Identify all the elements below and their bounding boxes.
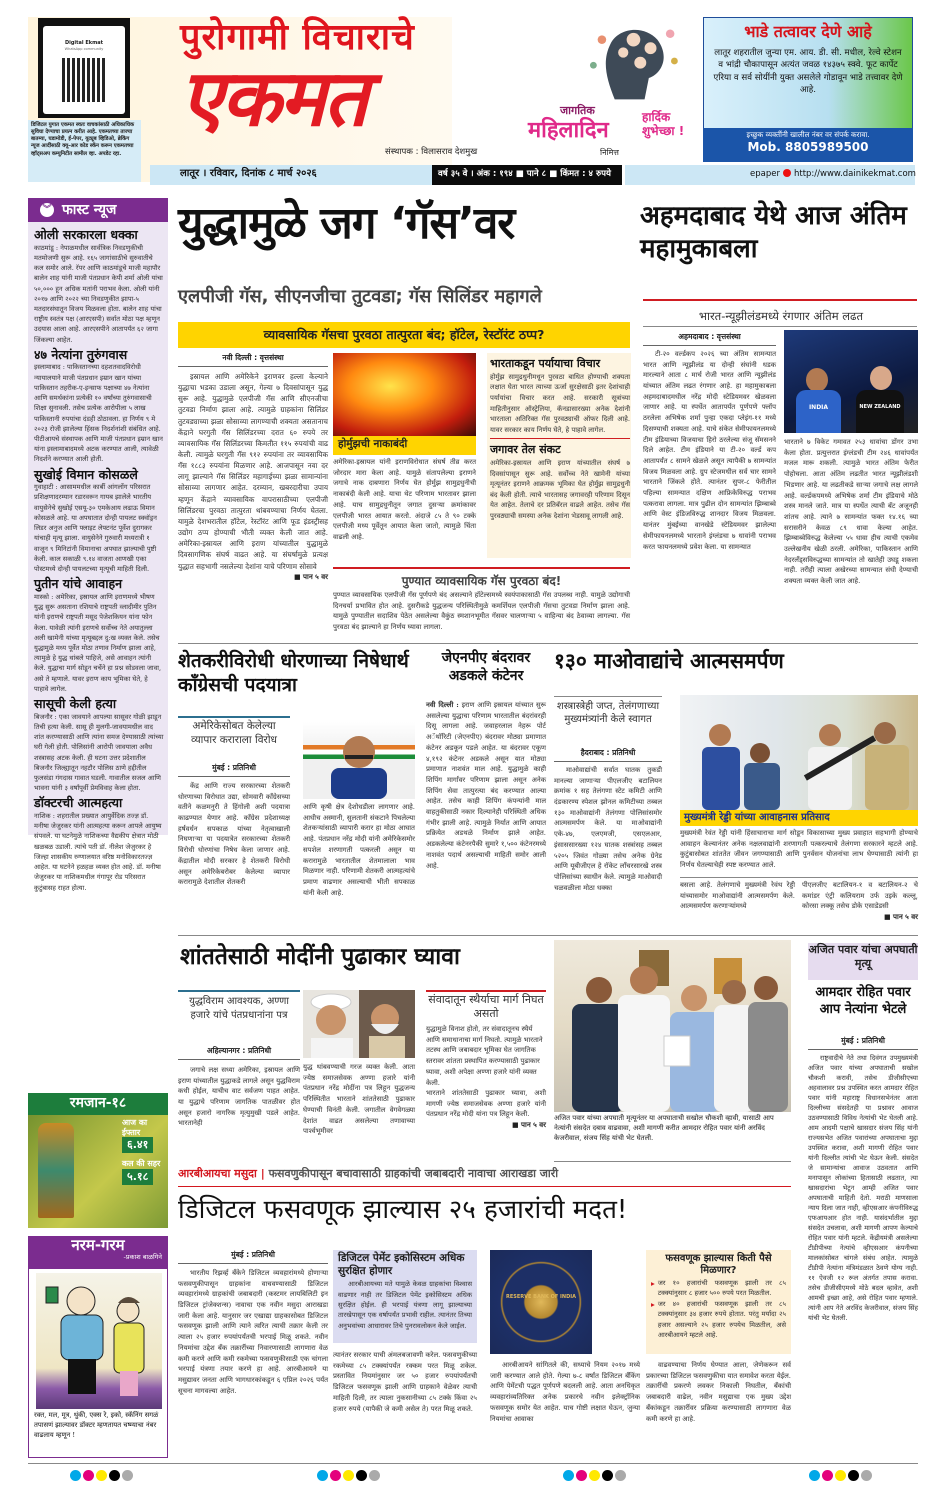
news-body: गुवाहाटी : आसाममधील कार्बी आंगलोंग परिसरात प्रशिक्षणादरम्यान रडारवरून गायब झालेले भारतीय वायुसेनेचे सुखोई एसयू-३० एमकेआय लढाऊ विमान कोसळले आहे. या अपघातात दोन्ही पायलट स्क्वॉड्रन लिडर अनुज आणि फ्लाइट लेफ्टनंट पूर्वेश दुरागकर यांचाही मृत्यू झाला. वायुसेनेने गुरुवारी मध्यरात्री १ वाजून ९ मिनिटांनी विमानाचा अपघात झाल्याची पुष्टी केली. काल सकाळी ९.१४ वाजता आणखी एका पोस्टमध्ये दोन्ही पायलटच्या मृत्यूची माहिती दिली. — [34, 483, 157, 573]
cyan-dot — [563, 1470, 574, 1481]
registration-marks — [563, 1470, 626, 1481]
cartoon-title: नरम-गरम — [71, 1236, 125, 1254]
jersey-text: NEW ZEALAND — [859, 404, 901, 410]
pawar-kicker: अजित पवार यांचा अपघाती मृत्यू — [808, 943, 918, 980]
box-body: होर्मुझ सामुद्रधुनीमधून पुरवठा बाधित होण्याची शक्यता लक्षात घेता भारत त्याच्या ऊर्जा सुरक्षेसाठी इतर देशांचाही पर्यायांचा विचार करत आहे. सरकारी सूत्रांच्या माहितीनुसार ऑस्ट्रेलिया, कॅनडासारख्या अनेक देशांनी भारताला अतिरिक्त गॅस पुरवठ्याची ऑफर दिली आहे. यावर सरकार काय निर्णय घेते, हे पाहावे लागेल. — [490, 372, 630, 434]
digital-payment-box — [333, 1250, 477, 1343]
quote-title: संवादातून स्थैर्याचा मार्ग निघत असतो — [428, 993, 544, 1021]
maoist-body-final — [802, 880, 918, 922]
maoist-subheadline: शस्त्रास्त्रेही जप्त, तेलंगणाच्या मुख्यमंत्र्यांनी केले स्वागत — [556, 701, 660, 725]
gray-dot — [122, 1470, 133, 1481]
sehri-label: कल की सहर — [122, 1159, 161, 1169]
politician-photo — [303, 722, 415, 799]
rbi-byline: मुंबई : प्रतिनिधी — [178, 1250, 328, 1264]
india-jersey — [796, 390, 841, 433]
news-body: मास्को : अमेरिका, इस्रायल आणि इराणमध्ये भीषण युद्ध सुरू असताना रशियाचे राष्ट्रपती व्लादीमीर पुतिन यांनी इराणचे राष्ट्रपती मसूद पेजेशकियन यांना फोन केला. यावेळी त्यांनी इराणचे सर्वोच्च नेते अयातुल्ला अली खामेनी यांच्या मृत्यूबद्दल दु:ख व्यक्त केले. तसेच युद्धामुळे मध्य पूर्वेत मोठा तणाव निर्माण झाला आहे, त्यामुळे हे युद्ध थांबले पाहिजे, असे आवाहन त्यांनी केले. युद्धाचा मार्ग सोडून चर्चेने हा प्रश्न सोडवला जावा, असे ते म्हणाले. यावर इराण काय भूमिका घेते, हे पाहावे लागेल. — [34, 592, 162, 693]
sidebar-box-content — [490, 356, 630, 521]
rbi-column — [178, 1250, 328, 1396]
divider — [643, 326, 917, 327]
gray-dot — [369, 1470, 380, 1481]
pune-headline: पुण्यात व्यावसायिक गॅस पुरवठा बंद! — [401, 574, 562, 588]
chevron-down-icon: ︾ — [40, 203, 54, 217]
group-meeting-icon — [554, 940, 791, 1112]
list-item — [34, 576, 164, 694]
cartoon-heading — [28, 1236, 168, 1269]
fast-news-list — [34, 225, 164, 893]
footer-rule — [28, 1463, 918, 1464]
list-item — [646, 1278, 791, 1299]
congress-byline: मुंबई : प्रतिनिधी — [178, 763, 290, 777]
congress-headline[interactable]: शेतकरीविरोधी धोरणाच्या निषेधार्थ काँग्रेसची पदयात्रा — [178, 650, 409, 696]
point-text: जर १० हजारांची फसवणूक झाली तर ८५ टक्क्यांनुसार ८ हजार ५०० रुपये परत मिळतील. — [657, 1279, 786, 1298]
seal-text: RESERVE BANK OF INDIA — [506, 1294, 576, 1300]
gray-dot — [615, 1470, 626, 1481]
cricket-byline: अहमदाबाद : वृत्तसंस्था — [643, 332, 776, 346]
cartoon-image — [36, 1273, 162, 1409]
congress-column — [178, 763, 290, 888]
cricket-subheadline: भारत-न्यूझीलंडमध्ये रंगणार अंतिम लढत — [698, 309, 864, 323]
list-item — [34, 467, 164, 575]
box-title: फसवणूक झाल्यास किती पैसे मिळणार? — [665, 1253, 772, 1276]
cartoon-caption: रक्त, मल, मूत्र, थुंकी, एक्स रे, इको, स्कॅनिंग सगळं तपासणं झाल्यावर डॉक्टर म्हणतायत चष्म्याचा नंबर वाढलाय म्हणून ! — [34, 1411, 159, 1439]
pawar-headline[interactable]: आमदार रोहित पवार आप नेत्यांना भेटले — [815, 985, 911, 1017]
epaper-bar — [625, 165, 915, 185]
news-title[interactable]: सुखोई विमान कोसळले — [34, 466, 138, 482]
magenta-dot — [330, 1470, 341, 1481]
point-text: जर ४० हजारांची फसवणूक झाली तर ८५ टक्क्यांनुसार ३४ हजार रुपये होतात. परंतु मर्यादा २५ हजार असल्याने २५ हजार रुपयेच मिळतील, असे आरबीआयने म्हटले आहे. — [657, 1299, 786, 1339]
divider — [554, 1161, 791, 1162]
newspaper-logo[interactable]: एकमत — [180, 54, 367, 144]
maoist-body: माओवाद्यांची सर्वात घातक तुकडी मानल्या जाणाऱ्या पीएलजीए बटालियन क्रमांक १ सह तेलंगणा स्टेट कमिटी आणि दंडकारण्य स्पेशल झोनल कमिटीच्या तब्बल १३० माओवाद्यांनी तेलंगणा पोलिसांसमोर आत्मसमर्पण केले. या माओवाद्यांनी एके-४७, एलएमजी, एसएलआर, इंसाससारख्या १२४ घातक शस्त्रांसह तब्बल ५२०५ जिवंत गोळ्या तसेच अनेक ग्रेनेड आणि यूबीजीएल हे रॉकेट लाँचरसारखे शस्त्र पोलिसांच्या स्वाधीन केले. त्यामुळे माओवादी चळवळीला मोठा धक्का — [554, 765, 662, 892]
triangle-bullet-icon: ▸ — [651, 1279, 655, 1288]
photo-caption-body: मुख्यमंत्री रेवंत रेड्डी यांनी हिंसाचाराचा मार्ग सोडून विकासाच्या मुख्य प्रवाहात सहभागी होण्याचे आवाहन केल्यानंतर अनेक नक्षलवाद्यांनी शरणागती पत्करल्याचे तेलंगणा सरकारने म्हटले आहे. कुटुंबासोबत शांततेत जीवन जगण्यासाठी आणि पुनर्वसन योजनांचा लाभ घेण्यासाठी त्यांनी हा निर्णय घेतल्याचेही स्पष्ट करण्यात आले. — [680, 829, 918, 870]
quote-body: युद्धामुळे विनाश होतो, तर संवादातूनच स्थैर्य आणि समाधानाचा मार्ग निघतो. त्यामुळे भारताने तटस्थ आणि जबाबदार भूमिका घेत जागतिक स्तरावर शांतता प्रस्थापित करण्यासाठी पुढाकार घ्यावा, अशी अपेक्षा अण्णा हजारे यांनी व्यक्त केली. — [426, 1025, 543, 1087]
rbi-strap-label: आरबीआयचा मसुदा | — [178, 1167, 265, 1180]
pune-body: पुण्यात व्यावसायिक एलपीजी गॅस पूर्णपणे बंद असल्याने हॉटेल्समध्ये स्वयंपाकासाठी गॅस उपलब्ध नाही. यामुळे उद्योगाची दिनचर्या प्रभावित होत आहे. दुसरीकडे युद्धजन्य परिस्थितीमुळे कमर्शियल एलपीजी गॅसचा तुटवडा निर्माण झाला आहे. यामुळे पुण्यातील सदाशिव पेठेत असलेल्या वैकुंठ स्मशानभूमीत गॅसवर चालणाऱ्या ५ वाहिन्या बंद ठेवाव्या लागल्या. गॅस पुरवठा बंद झाल्याने हा निर्णय घ्यावा लागला. — [333, 591, 630, 632]
yellow-dot — [96, 1470, 107, 1481]
yellow-dot — [835, 1470, 846, 1481]
lead-strap: व्यावसायिक गॅसचा पुरवठा तात्पुरता बंद; हॉटेल, रेस्टॉरंट ठप्प? — [178, 322, 630, 348]
peace-byline: अहिल्यानगर : प्रतिनिधी — [178, 1046, 300, 1060]
womens-day-title: महिलादिन — [528, 118, 609, 143]
divider — [426, 990, 546, 992]
section-divider — [178, 935, 918, 936]
rbi-body: भारतीय रिझर्व्ह बँकेने डिजिटल व्यवहारांमध्ये होणाऱ्या फसवणुकीपासून ग्राहकांना वाचवण्यासाठी डिजिटल व्यवहारांमध्ये ग्राहकांची जबाबदारी (कस्टमर लायबिलिटी इन डिजिटल ट्रांजेक्शन्स) नावाचा एक नवीन मसुदा आराखडा जारी केला आहे. यानुसार जर एखाद्या ग्राहकासोबत डिजिटल फसवणूक झाली आणि त्याने त्वरित त्याची तक्रार केली तर त्याला २५ हजार रुपयांपर्यंतची भरपाई मिळू शकते. नवीन नियमांचा उद्देश बँक तक्रारींच्या निवारणासाठी लागणारा वेळ कमी करणे आणि कमी रकमेच्या फसवणुकीसाठी एक चांगला भरपाई यंत्रणा तयार करणे हा आहे. आरबीआयने या मसुद्यावर जनता आणि भागधारकांकडून ६ एप्रिल २०२६ पर्यंत सूचना मागवल्या आहेत. — [178, 1268, 328, 1395]
box-title: भारताकडून पर्यायाचा विचार — [490, 357, 601, 370]
rbi-strap-text: फसवणुकीपासून बचावासाठी ग्राहकांची जबाबदारी नावाचा आराखडा जारी — [268, 1167, 559, 1180]
person-portrait-icon — [303, 722, 415, 799]
congress-body-continued: आणि कृषी क्षेत्र देशोधडीला लागणार आहे. आधीच अस्मानी, सुलतानी संकटाने पिचलेल्या शेतकऱ्यांसाठी व्यापारी करार हा मोठा आघात आहे. पंतप्रधान नरेंद्र मोदी यांनी अमेरिकेसमोर सपशेल शरणागती पत्करली असून या करारामुळे भारतातील शेतमालाला भाव मिळणार नाही. परिणामी शेतकरी आत्महत्यांचे प्रमाण वाढणार असल्याची भीती सपकाळ यांनी केली आहे. — [303, 803, 415, 897]
women-silhouette-icon — [555, 15, 700, 107]
list-item — [34, 347, 164, 465]
nz-jersey — [856, 390, 904, 433]
port-body-text: इराण आणि इस्रायल यांच्यात सुरू असलेल्या युद्धाचा परिणाम भारतातील बंदरांवरही दिसू लागला आहे. जवाहरलाल नेहरू पोर्ट अॅथॉरिटी (जेएनपीए) बंदरावर मोठ्या प्रमाणात कंटेनर अडकून पडले आहेत. या बंदरावर एकूण ४,१९२ कंटेनर अडकले असून यात मोठ्या प्रमाणात नाशवंत माल आहे. युद्धामुळे काही शिपिंग मार्गांवर परिणाम झाला असून अनेक शिपिंग सेवा तात्पुरत्या बंद करण्यात आल्या आहेत. तसेच काही शिपिंग कंपन्यांनी माल वाहतुकीसाठी नकार दिल्यानेही परिस्थिती अधिक गंभीर झाली आहे. त्यामुळे निर्यात आणि आयात प्रक्रियेत अडथळे निर्माण झाले आहेत. अडकलेल्या कंटेनरपैकी सुमारे १,५०० कंटेनरमध्ये नाशवंत पदार्थ असल्याची माहिती समोर आली आहे. — [426, 701, 546, 870]
iftar-label: आज का ईफ्तार — [122, 1118, 148, 1137]
cartoon-artist: -प्रकाश बाळगिने — [123, 1252, 162, 1261]
maoist-body-continued: बसला आहे. तेलंगणाचे मुख्यमंत्री रेवंथ रेड्डी यांच्यासमोर माओवाद्यांनी आत्मसमर्पण केले. आत्मसमर्पण करणाऱ्यांमध्ये — [680, 881, 795, 911]
lead-body: इस्रायल आणि अमेरिकेने इराणवर हल्ला केल्याने युद्धाचा भडका उडाला असून, गेल्या ७ दिवसांपासून युद्ध सुरू आहे. युद्धामुळे एलपीजी गॅस आणि सीएनजीचा तुटवडा निर्माण झाला आहे. त्यामुळे ग्राहकांना सिलिंडर तुटवड्याच्या झळा सोसाव्या लागण्याची शक्यता असतानाच केंद्राने घरगुती गॅस सिलिंडरच्या दरात ६० रुपये तर व्यावसायिक गॅस सिलिंडरच्या किमतीत ११५ रुपयांची वाढ केली. त्यामुळे घरगुती गॅस ९१२ रुपयांना तर व्यावसायिक गॅस १८८३ रुपयांना मिळणार आहे. आजपासून नवा दर लागू झाल्याने गॅस सिलिंडर महागाईच्या झळा सामान्यांना सोसाव्या लागणार आहेत. दरम्यान, खबरदारीचा उपाय म्हणून केंद्राने व्यावसायिक वापरासाठीच्या एलपीजी सिलिंडरचा पुरवठा तात्पुरता थांबवण्याचा निर्णय घेतला. यामुळे देशभरातील हॉटेल, रेस्टॉरंट आणि फूड इंडस्ट्रीसह उद्योग ठप्प होण्याची भीती व्यक्त केली जात आहे. अमेरिका-इस्रायल आणि इराण यांच्यातील युद्धामुळे दिवसागणिक संघर्ष वाढत आहे. या संघर्षामुळे प्रत्यक्ष युद्धात सहभागी नसलेल्या देशांना याचे परिणाम सोसावे — [178, 371, 328, 571]
news-body: इस्लामाबाद : पाकिस्तानच्या दहशतवादविरोधी न्यायालयाने माजी पंतप्रधान इम्रान खान यांच्या पाकिस्तान तहरीक-ए-इन्साफ पक्षाच्या ४७ नेत्यांना आणि समर्थकांना प्रत्येकी १० वर्षांच्या तुरुंगवासाची शिक्षा सुनावली. तसेच प्रत्येक आरोपीला ५ लाख पाकिस्तानी रुपयांचा दंडही ठोठावला. हा निर्णय ९ मे २०२३ रोजी झालेल्या हिंसक निदर्शनांशी संबंधित आहे. पीटीआयचे संस्थापक आणि माजी पंतप्रधान इम्रान खान यांना इस्लामाबादमध्ये अटक करण्यात आली, त्यावेळी निदर्शने करण्यात आली होती. — [34, 363, 163, 464]
divider — [178, 990, 300, 992]
cricket-headline[interactable]: अहमदाबाद येथे आज अंतिम महामुकाबला — [640, 201, 907, 265]
rohit-pawar-meeting-photo — [554, 940, 791, 1112]
peace-headline[interactable]: शांततेसाठी मोदींनी पुढाकार घ्यावा — [180, 944, 460, 970]
cyan-dot — [809, 1470, 820, 1481]
epaper-label: epaper — [750, 169, 780, 179]
pawar-byline: मुंबई : प्रतिनिधी — [808, 1036, 918, 1050]
news-title[interactable]: ओली सरकारला धक्का — [34, 227, 138, 242]
news-title[interactable]: डॉक्टरची आत्महत्या — [34, 795, 123, 811]
womens-day-nimitta: निमित्त — [600, 148, 619, 157]
anna-hazare-modi-photo — [303, 990, 415, 1058]
peace-body-text: भारताने शांततेसाठी पुढाकार घ्यावा, अशी मागणी ज्येष्ठ समाजसेवक अण्णा हजारे यांनी पंतप्रधान नरेंद्र मोदी यांना पत्र लिहून केली. — [426, 1089, 546, 1119]
cricket-column — [643, 332, 776, 552]
continued-marker[interactable]: ■ पान ५ वर — [512, 1121, 546, 1130]
maoist-byline: हैदराबाद : प्रतिनिधी — [554, 748, 662, 762]
registration-marks — [809, 1470, 872, 1481]
port-headline[interactable]: जेएनपीए बंदरावर अडकले कंटेनर — [441, 650, 531, 684]
peace-body-final — [426, 1088, 546, 1130]
news-body: काठमांडू : नेपाळमधील सार्वत्रिक निवडणुकीची मतमोजणी सुरू आहे. १६५ जागांसाठीचे सुरुवातीचे कल समोर आले. रॅपर आणि काठमांडूचे माजी महापौर बालेन शाह यांनी माजी पंतप्रधान केपी शर्मा ओली यांचा ५०,००० हून अधिक मतांनी पराभव केला. ओली यांनी २०१७ आणि २०२२ च्या निवडणुकीत झापा-५ मतदारसंघातून विजय मिळवला होता. बालेन शाह यांचा राष्ट्रीय स्वतंत्र पक्ष (आरएसपी) सर्वात मोठा पक्ष म्हणून उदयास आला आहे. आरएसपीने आतापर्यंत ६२ जागा जिंकल्या आहेत. — [34, 243, 163, 344]
news-body: बिजनौर : एका जावयाने आपल्या सासूवर गोळी झाडून तिची हत्या केली. सासू ही मुलगी-जावयामधील वाद शांत करण्यासाठी आणि त्यांना समज देण्यासाठी त्यांच्या घरी गेली होती. पोलिसांनी आरोपी जावयाला अवैध शस्त्रासह अटक केली. ही घटना उत्तर प्रदेशातील बिजनौर जिल्ह्यातून नहटौर पोलिस ठाणे हद्दीतील फुलसंडा गंगदास गावात घडली. गावातील सजल आणि भावना यांनी ३ वर्षांपूर्वी प्रेमविवाह केला होता. — [34, 712, 164, 793]
rbi-body-continued: त्यानंतर सरकार याची अंमलबजावणी करेल. फसवणुकीच्या रकमेच्या ८५ टक्क्यांपर्यंत रक्कम परत मिळू शकेल. प्रस्तावित नियमांनुसार जर ५० हजार रुपयांपर्यंतची डिजिटल फसवणूक झाली आणि ग्राहकाने वेळेवर त्याची माहिती दिली, तर त्याला नुकसानीच्या ८५ टक्के किंवा २५ हजार रुपये (यापैकी जे कमी असेल ते) परत मिळू शकते. — [333, 1351, 477, 1413]
divider — [554, 696, 662, 697]
section-divider — [178, 643, 918, 644]
cricket-body-continued: भारताने ७ विकेट गमावत २५३ धावांचा डोंगर उभा केला होता. प्रत्युत्तरात इंग्लंडची टीम २४६ धावांपर्यंत मजल मारू शकली. त्यामुळे भारत अंतिम फेरीत पोहोचला. आता अंतिम लढतीत भारत न्यूझीलंडशी भिडणार आहे. या लढतीकडे साऱ्या जगाचे लक्ष लागले आहे. वर्ल्डकपमध्ये अभिषेक शर्मा टीम इंडियाचे मोठे शस्त्र मानले जाते. मात्र या स्पर्धेत त्याची बॅट अजूनही शांतच आहे. त्याने ७ सामन्यांत फक्त १४.१६ च्या सरासरीने केवळ ८९ धावा केल्या आहेत. झिम्बाब्वेविरुद्ध केलेल्या ५५ धावा हीच त्याची एकमेव उल्लेखनीय खेळी ठरली. अमेरिका, पाकिस्तान आणि नेदरलँड्सविरुद्धच्या सामन्यांत तो खातेही उघडू शकला नाही. तरीही त्याला अखेरच्या सामन्यात संधी देण्याची शक्यता व्यक्त केली जात आहे. — [784, 438, 918, 586]
cricket-body: टी-२० वर्ल्डकप २०२६ च्या अंतिम सामन्यात भारत आणि न्यूझीलंड या दोन्ही संघांनी धडक मारल्याने आता ८ मार्च रोजी भारत आणि न्यूझीलंड यांच्यात अंतिम लढत रंगणार आहे. हा महामुकाबला अहमदाबादमधील नरेंद्र मोदी स्टेडियमवर खेळवला जाणार आहे. या स्पर्धेत आतापर्यंत पूर्णपणे फ्लॉप ठरलेला अभिषेक शर्मा पुन्हा एकदा प्लेइंग-११ मध्ये दिसण्याची शक्यता आहे. याचे संकेत सेमीफायनलमध्ये टीम इंडियाच्या विजयाचा हिरो ठरलेल्या संजू सॅमसनने दिले आहेत. टीम इंडियाने या टी-२० वर्ल्ड कप आतापर्यंत ८ सामने खेळले असून त्यापैकी ७ सामन्यांत विजय मिळवला आहे. ग्रुप स्टेजमधील सर्व चार सामने भारताने जिंकले होते. त्यानंतर सुपर-८ फेरीतील पहिल्या सामन्यात दक्षिण आफ्रिकेविरुद्ध पराभव पत्करावा लागला. मात्र पुढील दोन सामन्यांत झिम्बाब्वे आणि वेस्ट इंडिजविरुद्ध शानदार विजय मिळवला. यानंतर मुंबईच्या वानखेडे स्टेडियमवर झालेल्या सेमीफायनलमध्ये भारताने इंग्लंडचा ७ धावांनी पराभव करत फायनलमध्ये प्रवेश केला. या सामन्यात — [643, 349, 776, 551]
rbi-body-3: आरबीआयने सांगितले की, सध्याचे नियम २०१७ मध्ये जारी करण्यात आले होते. गेल्या ७-८ वर्षांत डिजिटल बँकिंग आणि पेमेंटची पद्धत पूर्णपणे बदलली आहे. आता अनधिकृत व्यवहारांव्यतिरिक्त अनेक प्रकारचे नवीन इलेक्ट्रॉनिक फसवणूक समोर येत आहेत. याच गोष्टी लक्षात घेऊन, जुन्या नियमांचा आवाका — [490, 1361, 640, 1423]
news-title[interactable]: पुतीन यांचे आवाहन — [34, 576, 123, 592]
lantern-icon — [38, 1123, 74, 1218]
list-item — [34, 696, 164, 793]
magenta-dot — [83, 1470, 94, 1481]
cyan-dot — [317, 1470, 328, 1481]
photo-caption-title: मुख्यमंत्री रेड्डी यांच्या आवाहनास प्रतिसाद — [680, 810, 918, 826]
port-body — [426, 700, 546, 871]
gray-dot — [861, 1470, 872, 1481]
cyan-dot — [70, 1470, 81, 1481]
tagline: पुरोगामी विचाराचे — [180, 17, 415, 58]
black-dot — [356, 1470, 367, 1481]
ad-title: भाडे तत्वावर देणे आहे — [744, 22, 872, 41]
maoist-body-text: पीएलजीए बटालियन-१ व बटालियन-२ चे कमांडर एंट्री कलियराम उर्फ उइके कल्लू, कोरसा लक्कू तसेच डोके एसाडेडसी — [802, 881, 918, 911]
divider — [178, 716, 290, 718]
rbi-strap — [178, 1167, 791, 1181]
pawar-body: राष्ट्रवादीचे नेते तथा दिवंगत उपमुख्यमंत्री अजित पवार यांच्या अपघाताची सखोल चौकशी करावी, तसेच डीजीसीएच्या अहवालावर प्रश्न उपस्थित करत आमदार रोहित पवार यांनी महाराष्ट्र विधानसभेनंतर आता दिल्लीच्या संसदेतही या प्रश्नावर आवाज उठवण्यासाठी विविध नेत्यांची भेट घेतली आहे. आम आदमी पक्षाचे खासदार संजय सिंह यांनी राज्यसभेत अजित पवारांच्या अपघाताचा मुद्दा उपस्थित करावा, अशी मागणी रोहित पवार यांनी दिल्लीत त्यांची भेट घेऊन केली. संसदेत जे सामान्यांचा आवाज उठवतात आणि मनापासून लोकांच्या हितासाठी लढतात, त्या खासदारांचा भेटून आम्ही अजित पवार अपघाताची माहिती देतो. मराठी माणसाला न्याय दिला जात नाही, व्हीएसआर कंपनीविरुद्ध एफआयआर होत नाही. यासंदर्भातील मुद्दा संसदेत उचलावा, अशी मागणी आपण केल्याचे रोहित पवार यांनी म्हटले. केंद्रीयमंत्री असलेल्या टीडीपीच्या नेत्यांचे व्हीएसआर कंपनीच्या मालकांसोबत चांगले संबंध आहेत. त्यामुळे टीडीपी नेत्यांना मंत्रिमंडळात ठेवणे योग्य नाही. ११ ऐवजी १२ रूल अंतर्गत तपास करावा. तसेच डीजीसीएमध्ये मोठे बदल व्हावेत, अशी आमची इच्छा आहे, असे रोहित पवार म्हणाले. त्यांनी आप नेते अरविंद केजरीवाल, संजय सिंह यांची भेट घेतली. — [808, 1053, 918, 1323]
magenta-dot — [576, 1470, 587, 1481]
surrender-scene-icon — [680, 695, 918, 810]
box-title: डिजिटल पेमेंट इकोसिस्टम अधिक सुरक्षित होणार — [338, 1252, 465, 1277]
womens-day-label: जागतिक — [560, 104, 595, 117]
black-dot — [602, 1470, 613, 1481]
box-title: जगावर तेल संकट — [490, 443, 561, 457]
port-byline: नवी दिल्ली : — [426, 701, 459, 709]
peace-body-continued: युद्ध थांबवण्याची गरज व्यक्त केली. आता ज्येष्ठ समाजसेवक अण्णा हजारे यांनी पंतप्रधान नरेंद्र मोदींना पत्र लिहून युद्धजन्य परिस्थितीत भारताने शांततेसाठी पुढाकार घेण्याची विनंती केली. जगातील वेगवेगळ्या देशांत वाढत असलेल्या तणावाच्या पार्श्वभूमीवर — [303, 1063, 415, 1136]
peace-column — [178, 1046, 300, 1129]
photo-caption-title: होर्मुझची नाकाबंदी — [333, 436, 476, 455]
news-body: नाशिक : शहरातील प्रख्यात आयुर्वेदिक तज्ज्ञ डॉ. मनीषा जेजुरकर यांनी आत्महत्या करून आपले आयुष्य संपवले. या घटनेमुळे नाशिकच्या वैद्यकीय क्षेत्रात मोठी खळबळ उडाली. त्यांचे पती डॉ. नीलेश जेजुरकर हे जिल्हा शासकीय रुग्णालयात वरिष्ठ मनोविकारतज्ज्ञ आहेत. या घटनेने हळहळ व्यक्त होत आहे. डॉ. मनीषा जेजुरकर या नाशिकमधील गंगापूर रोड परिसरात कुटुंबासह राहत होत्या. — [34, 812, 162, 892]
list-item — [34, 795, 164, 892]
pawar-column — [808, 1036, 918, 1323]
black-dot — [848, 1470, 859, 1481]
issue-info: वर्ष ३५ वे । अंक : १९४ ■ पाने ८ ■ किंमत : ४ रुपये — [432, 165, 622, 185]
box-body: अमेरिका-इस्रायल आणि इराण यांच्यातील संघर्ष ७ दिवसांपासून सुरू आहे. सर्वोच्च नेते खामेनी यांच्या मृत्यूनंतर इराणने आक्रमक भूमिका घेत होर्मुझ सामुद्रधुनी बंद केली होती. त्याचे भारतासह जगावरही परिणाम दिसून येत आहेत. तेलाचे दर प्रतिबॅरल वाढले आहेत. तसेच गॅस पुरवठ्याची समस्या अनेक देशांना भेडसावू लागली आहे. — [490, 459, 630, 520]
magenta-dot — [822, 1470, 833, 1481]
maoist-surrender-photo — [680, 695, 918, 810]
lead-subheadline: एलपीजी गॅस, सीएनजीचा तुटवडा; गॅस सिलिंडर महागले — [178, 286, 542, 307]
cartoon-doctor-patient-icon — [36, 1273, 162, 1409]
triangle-bullet-icon: ▸ — [651, 1299, 655, 1309]
lead-headline[interactable]: युद्धामुळे जग ‘गॅस’वर — [178, 198, 515, 249]
maoist-headline[interactable]: १३० माओवाद्यांचे आत्मसमर्पण — [554, 649, 784, 673]
lead-byline: नवी दिल्ली : वृत्तसंस्था — [178, 353, 328, 367]
yellow-dot — [343, 1470, 354, 1481]
founder-line: संस्थापक : विलासराव देशमुख — [385, 147, 478, 157]
congress-subheadline: अमेरिकेसोबत केलेल्या व्यापार कराराला विरोध — [190, 720, 277, 746]
dateline: लातूर । रविवार, दिनांक ८ मार्च २०२६ — [150, 165, 432, 185]
rbi-body-4: वाढवण्याचा निर्णय घेण्यात आला, जेणेकरून सर्व प्रकारच्या डिजिटल फसवणुकीचा यात समावेश करता येईल. तक्रारींची प्रकरणे लवकर निकाली निघतील, बँकांची जबाबदारी वाढेल, नवीन मसुद्याचा एक मुख्य उद्देश बँकांकडून तक्रारींवर प्रक्रिया करण्यासाठी लागणारा वेळ कमी करणे हा आहे. — [646, 1361, 791, 1423]
news-title[interactable]: सासूची केली हत्या — [34, 696, 117, 712]
fast-news-heading — [28, 198, 168, 222]
news-title[interactable]: ४७ नेत्यांना तुरुंगवास — [34, 346, 128, 362]
divider — [680, 877, 918, 878]
black-dot — [109, 1470, 120, 1481]
divider — [643, 299, 917, 301]
qr-description: डिजिटल युगात एकमत स्वतः वाचकांसाठी अधिकाधिक सुविधा देण्याचा प्रयत्न करीत आहे. एकमतच्या ताज्या बातम्या, घडामोडी, ई-पेपर, यूट्यूब व्हिडिओ, ब्रेकिंग न्यूज आदींसाठी क्यू-आर कोड स्कॅन करून एकमतच्या व्हॉट्सअप कम्युनिटीत सामील व्हा. अपडेट रहा. — [28, 120, 141, 182]
player-head — [806, 368, 828, 392]
rbi-seal-photo — [490, 1250, 592, 1354]
divider — [490, 438, 630, 439]
jersey-text: INDIA — [808, 404, 829, 411]
qr-title: Digital Ekmat — [64, 40, 104, 46]
ramzan-times — [122, 1118, 164, 1185]
peace-subheadline: युद्धविराम आवश्यक, अण्णा हजारे यांचे पंतप्रधानांना पत्र — [189, 996, 289, 1021]
globe-icon — [783, 169, 791, 177]
ad-contact — [703, 128, 913, 162]
maoist-column — [554, 748, 662, 893]
ramzan-heading: रमजान-१८ — [28, 1093, 168, 1115]
pawar-photo-caption: अजित पवार यांच्या अपघाती मृत्यूनंतर या अपघाताची सखोल चौकशी व्हावी, यासाठी आप नेत्यांनी संसदेत दबाव वाढवावा, अशी मागणी करीत आमदार रोहित पवार यांनी अरविंद केजरीवाल, संजय सिंह यांची भेट घेतली. — [554, 1114, 774, 1142]
divider — [333, 567, 630, 569]
sehri-time: ५.१८ — [122, 1169, 153, 1185]
peace-body: जगाचे लक्ष सध्या अमेरिका, इस्रायल आणि इराण यांच्यातील युद्धाकडे लागले असून युद्धविराम कधी होईल, याचीच वाट सर्वजण पाहत आहेत. या युद्धाचे परिणाम जागतिक पातळीवर होत असून हजारो नागरिक मृत्युमुखी पडले आहेत. भारतानेही — [178, 1065, 300, 1128]
iftar-time: ६.४१ — [122, 1137, 153, 1153]
list-item — [34, 227, 164, 345]
ad-contact-text: इच्छुक व्यक्तींनी खालील नंबर वर संपर्क करावा. — [746, 130, 870, 139]
ad-mobile[interactable]: Mob. 8805989500 — [747, 140, 869, 155]
congress-body: केंद्र आणि राज्य सरकारच्या शेतकरी धोरणाच्या विरोधात उद्या, सोमवारी काँग्रेसच्या वतीने कळमनुरी ते हिंगोली अशी पदयात्रा काढण्यात येणार आहे. काँग्रेस प्रदेशाध्यक्ष हर्षवर्धन सपकाळ यांच्या नेतृत्वाखाली निघणाऱ्या या पदयात्रेत सरकारच्या शेतकरी विरोधी धोरणांचा निषेध केला जाणार आहे. केंद्रातील मोदी सरकार हे शेतकरी विरोधी असून अमेरिकेबरोबर केलेल्या व्यापार करारामुळे देशातील शेतकरी — [178, 781, 290, 887]
ad-body: लातूर शहरातील जुन्या एम. आय. डी. सी. मधील, रेल्वे स्टेशन व भांद्री चौकापासून अत्यंत जवळ १४३७५ स्क्वे. फूट कार्पेट एरिया व सर्व सोयींनी युक्त असलेले गोडावून भाडे तत्त्वावर देणे आहे. — [713, 48, 903, 96]
two-leaders-icon — [303, 990, 415, 1058]
rbi-headline[interactable]: डिजिटल फसवणूक झाल्यास २५ हजारांची मदत! — [178, 1195, 628, 1225]
womens-day-wish: हार्दिक शुभेच्छा ! — [642, 110, 685, 139]
cricket-players-photo — [784, 330, 918, 433]
photo-caption-body: अमेरिका-इस्रायल यांनी इराणविरोधात संघर्ष तीव्र करत जोरदार मारा केला आहे. यामुळे संतापलेल्या इराणने जगाचे नाक दाबणारा निर्णय घेत होर्मुझ सामुद्रधुनीची नाकाबंदी केली आहे. याचा थेट परिणाम भारतावर झाला आहे. याच सामुद्रधुनीतून जगात दुसऱ्या क्रमांकावर एलपीजी भारत आयात करतो. अंदाजे ८५ ते ९० टक्के एलपीजी मध्य पूर्वेतून आयात केला जातो, त्यामुळे चिंता वाढली आहे. — [333, 458, 476, 541]
qr-code-icon[interactable] — [62, 58, 106, 102]
box-body: आरबीआयच्या मते यामुळे केवळ ग्राहकांचा विश्वास वाढणार नाही तर डिजिटल पेमेंट इकोसिस्टम अधिक सुरक्षित होईल. ही भरपाई यंत्रणा लागू झाल्याच्या तारखेपासून एक वर्षापर्यंत प्रभावी राहील. त्यानंतर तिच्या अनुभवांच्या आधारावर तिचे पुनरावलोकन केले जाईल. — [338, 1280, 472, 1330]
qr-subtitle: WhatsApp community — [64, 47, 104, 52]
gas-cylinder-fire-photo — [333, 353, 476, 436]
lead-column — [178, 353, 328, 582]
player-head — [870, 366, 892, 390]
continued-marker[interactable]: ■ पान ५ वर — [884, 913, 918, 922]
compensation-box — [646, 1250, 791, 1354]
divider — [178, 1186, 791, 1187]
registration-marks — [317, 1470, 380, 1481]
list-item — [646, 1299, 791, 1341]
continued-marker[interactable]: ■ पान ५ वर — [294, 572, 328, 581]
yellow-dot — [589, 1470, 600, 1481]
registration-marks — [70, 1470, 133, 1481]
fast-news-title: फास्ट न्यूज — [62, 202, 117, 218]
womens-day-illustration — [555, 15, 700, 107]
website-link[interactable]: http://www.dainikekmat.com — [793, 169, 916, 179]
